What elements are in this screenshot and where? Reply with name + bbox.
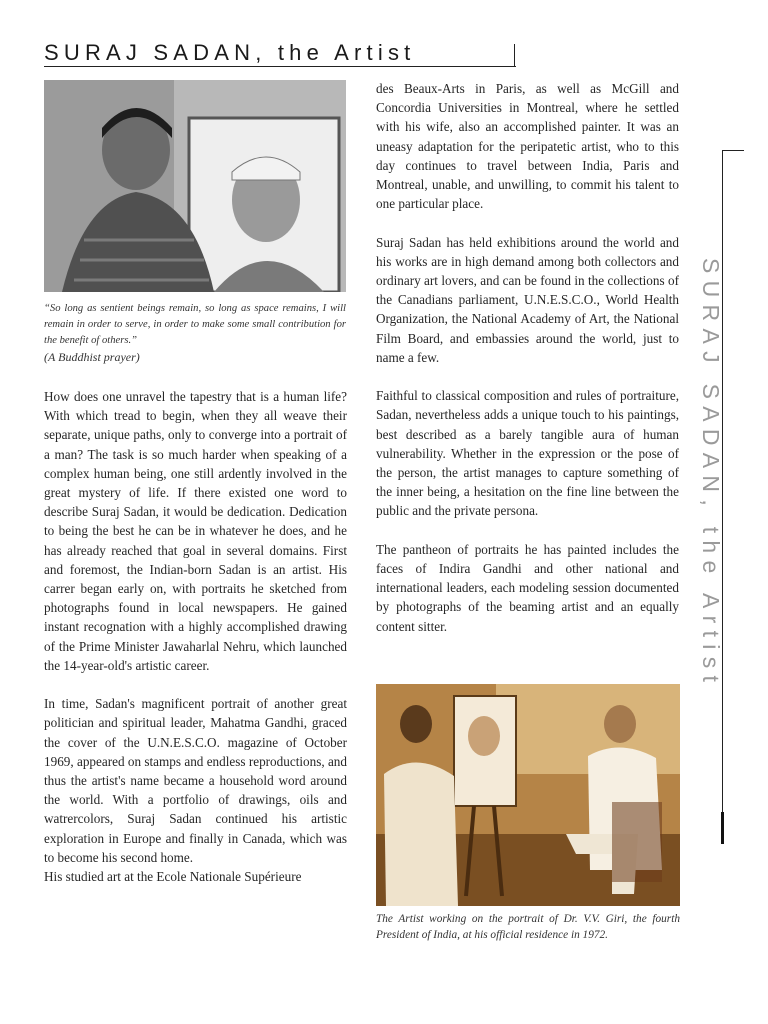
artist-painting-photo xyxy=(376,684,680,906)
right-paragraph-2: Suraj Sadan has held exhibitions around the world and his works are in high demand among both collectors and ordinary art lovers, and can be found in the collections of the Canadians parliament, U.N.E.S.C.O., World Health Organization, the National Academy of Art, the National Film Board, and embassies around the world, just to name a few. xyxy=(376,234,679,365)
right-paragraph-3: Faithful to classical composition and rules of portraiture, Sadan, nevertheless adds a unique touch to his paintings, best described as a barely tangible aura of human vulnerability. Whether in the expression or the pose of the person, the artist manages to capture something of the inner being, a hesitation on the fine line between the public and the private persona. xyxy=(376,388,679,519)
young-artist-photo-art xyxy=(44,80,346,292)
left-paragraph-1: How does one unravel the tapestry that is a human life? With which tread to begin, when they all weave their separate, unique paths, only to converge into a portrait of a man? The task is so much harder when speaking of a complex human being, one still ardently involved in the great mystery of life. If there existed one word to describe Suraj Sadan, it would be dedication. Dedication to being the best he can be in whatever he does, and he has already reached that goal in several domains. First and foremost, the Indian-born Sadan is an artist. His carrer began early on, with portraits he sketched from photographs found in local newspapers. He gained instant recognation with a highly accomplished drawing of the Prime Minister Jawaharlal Nehru, which launched the 14-year-old's artistic career. xyxy=(44,389,347,673)
title-underline xyxy=(44,66,516,67)
quote-attribution: (A Buddhist prayer) xyxy=(44,350,140,364)
left-column xyxy=(44,387,347,886)
right-column xyxy=(376,79,679,636)
buddhist-prayer-quote xyxy=(44,301,346,367)
title-end-tick xyxy=(514,44,515,67)
photo-caption: The Artist working on the portrait of Dr. V.V. Giri, the fourth President of India, at his official residence in 1972. xyxy=(376,913,680,941)
right-paragraph-1: des Beaux-Arts in Paris, as well as McGill and Concordia Universities in Montreal, where he settled with his wife, also an accomplished painter. It was an uneasy adaptation for the peripatetic artist, who to this day continues to travel between India, Paris and Montreal, unable, and unwilling, to commit his talent to one particular place. xyxy=(376,81,679,212)
side-top-rule xyxy=(722,150,744,151)
left-paragraph-3: His studied art at the Ecole Nationale Supérieure xyxy=(44,869,302,885)
right-paragraph-4: The pantheon of portraits he has painted includes the faces of Indira Gandhi and other national and international leaders, each modeling session documented by photographs of the beaming artist and an equally content sitter. xyxy=(376,541,679,634)
quote-text: “So long as sentient beings remain, so long as space remains, I will remain in order to serve, in order to make some small contribution for the benefit of others.” xyxy=(44,303,346,346)
side-rule-accent xyxy=(721,812,724,844)
left-paragraph-2: In time, Sadan's magnificent portrait of another great politician and spiritual leader, Mahatma Gandhi, graced the cover of the U.N.E.S.C.O. magazine of October 1969, appeared on stamps and endless reproductions, and thus the artist's name became a household word around the world. With a portfolio of drawings, oils and watrercolors, Suraj Sadan continued his artistic exploration in Europe and finally in Canada, which was to become his second home. xyxy=(44,696,347,865)
side-vertical-title: SURAJ SADAN, the Artist xyxy=(698,258,724,690)
artist-painting-photo-art xyxy=(376,684,680,906)
young-artist-photo xyxy=(44,80,346,292)
page-title: SURAJ SADAN, the Artist xyxy=(44,40,416,65)
